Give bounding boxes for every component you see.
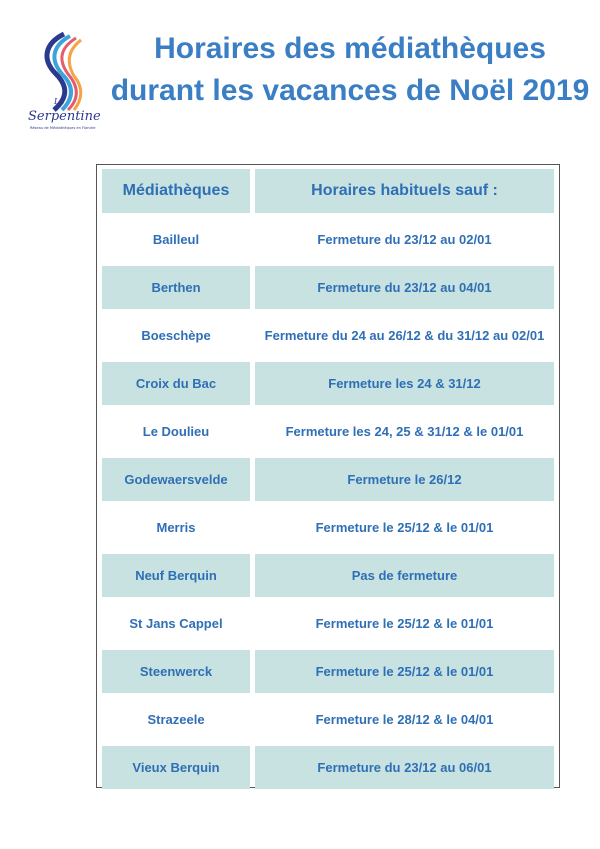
library-hours: Fermeture du 23/12 au 04/01 — [255, 266, 554, 309]
library-hours: Fermeture du 24 au 26/12 & du 31/12 au 02/01 — [264, 328, 545, 343]
library-hours: Fermeture du 23/12 au 06/01 — [255, 746, 554, 789]
library-hours: Fermeture le 28/12 & le 04/01 — [315, 712, 494, 727]
title-line-1: Horaires des médiathèques — [154, 32, 546, 65]
library-name: Le Doulieu — [142, 424, 210, 439]
library-name: Vieux Berquin — [102, 746, 250, 789]
library-name: Neuf Berquin — [102, 554, 250, 597]
library-hours: Fermeture les 24, 25 & 31/12 & le 01/01 — [285, 424, 524, 439]
table-header-row — [102, 169, 554, 213]
library-hours: Pas de fermeture — [255, 554, 554, 597]
svg-text:La: La — [54, 97, 65, 106]
serpentine-logo — [24, 30, 102, 140]
library-name: Boeschèpe — [141, 328, 211, 343]
library-name: St Jans Cappel — [129, 616, 223, 631]
library-hours: Fermeture le 25/12 & le 01/01 — [315, 520, 494, 535]
library-name: Strazeele — [147, 712, 205, 727]
schedule-table — [96, 164, 560, 788]
title-line-2: durant les vacances de Noël 2019 — [110, 74, 590, 107]
library-hours: Fermeture le 25/12 & le 01/01 — [315, 616, 494, 631]
table-row — [102, 554, 554, 597]
table-row — [102, 602, 554, 645]
serpentine-logo-icon — [24, 30, 102, 140]
table-row — [102, 362, 554, 405]
library-hours: Fermeture le 25/12 & le 01/01 — [255, 650, 554, 693]
library-name: Merris — [156, 520, 196, 535]
library-hours: Fermeture le 26/12 — [255, 458, 554, 501]
library-name: Croix du Bac — [102, 362, 250, 405]
table-row — [102, 698, 554, 741]
table-row — [102, 458, 554, 501]
header-libraries: Médiathèques — [102, 169, 250, 213]
table-row — [102, 314, 554, 357]
table-row — [102, 506, 554, 549]
svg-text:Serpentine: Serpentine — [28, 109, 101, 124]
library-name: Godewaersvelde — [102, 458, 250, 501]
library-name: Steenwerck — [102, 650, 250, 693]
page-title — [110, 28, 590, 112]
library-hours: Fermeture les 24 & 31/12 — [255, 362, 554, 405]
table-row — [102, 650, 554, 693]
library-hours: Fermeture du 23/12 au 02/01 — [317, 232, 492, 247]
header-hours: Horaires habituels sauf : — [255, 169, 554, 213]
table-row — [102, 218, 554, 261]
library-name: Bailleul — [152, 232, 200, 247]
table-row — [102, 266, 554, 309]
table-row — [102, 746, 554, 789]
svg-text:Réseau de Médiathèques en Flan: Réseau de Médiathèques en Flandre — [30, 126, 96, 130]
table-row — [102, 410, 554, 453]
library-name: Berthen — [102, 266, 250, 309]
